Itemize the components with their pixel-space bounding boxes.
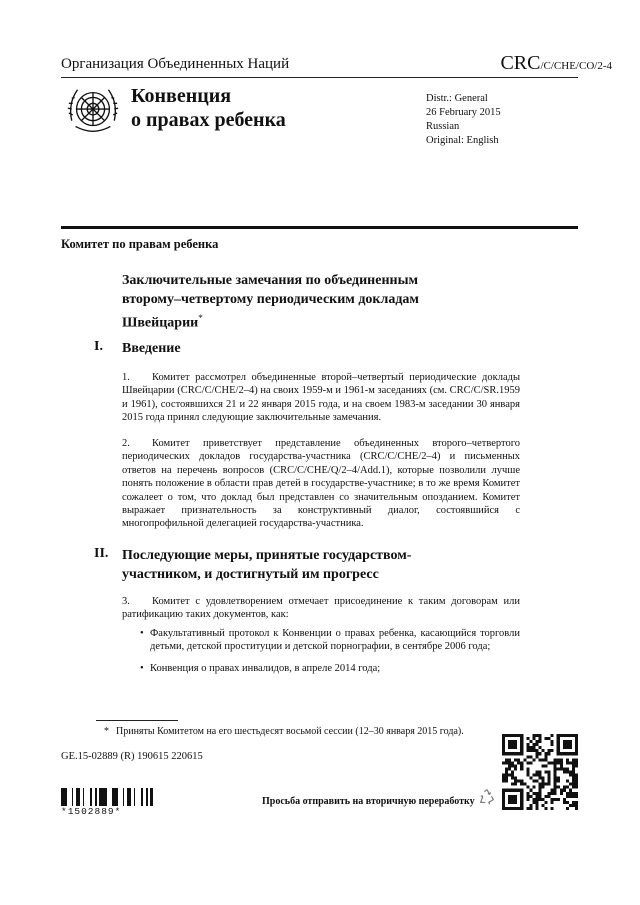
- document-title-line2: второму–четвертому периодическим докладам: [122, 292, 419, 307]
- section-title: [122, 546, 502, 584]
- section-number: II.: [94, 546, 109, 561]
- distribution-block: [426, 92, 501, 148]
- footnote-reference: *: [198, 313, 203, 323]
- organization-name: Организация Объединенных Наций: [61, 56, 290, 72]
- language-line: Russian: [426, 121, 460, 132]
- paragraph: [122, 371, 520, 425]
- barcode-text: *1502889*: [61, 806, 122, 817]
- paragraph-text: Комитет приветствует представление объединенных второго–четвертого периодических докладов государства-участника (CRC/C/CHE/2–4) и письменных ответов на перечень вопросов (CRC/C/CHE/Q/2–4/Add.1), которые позволили лучше понять положение в области прав детей в государстве-участнике; в то же время Комитет сожалеет о том, что доклад был представлен со значительным опозданием. Комитет выражает признательность за конструктивный диалог, состоявшийся с многопрофильной делегацией государства-участника.: [122, 438, 520, 530]
- section-title-line2: участником, и достигнутый им прогресс: [122, 567, 379, 582]
- date-line: 26 February 2015: [426, 107, 501, 118]
- paragraph-number: 1.: [122, 372, 130, 383]
- document-title-line1: Заключительные замечания по объединенным: [122, 273, 419, 288]
- original-language-line: Original: English: [426, 135, 499, 146]
- footnote-separator: [96, 720, 178, 721]
- bullet-list: [140, 627, 520, 683]
- committee-name: Комитет по правам ребенка: [61, 237, 219, 251]
- distribution-line: Distr.: General: [426, 93, 488, 104]
- footnote-mark: *: [104, 726, 109, 737]
- footnote-text: Приняты Комитетом на его шестьдесят восьмой сессии (12–30 января 2015 года).: [116, 726, 464, 737]
- title-divider: [61, 226, 578, 229]
- recycle-notice: Просьба отправить на вторичную переработку: [262, 796, 475, 807]
- paragraph: [122, 595, 520, 622]
- job-number: GE.15-02889 (R) 190615 220615: [61, 751, 203, 762]
- symbol-suffix: /C/CHE/CO/2-4: [540, 60, 612, 72]
- paragraph-number: 2.: [122, 438, 130, 449]
- list-item: • Конвенция о правах инвалидов, в апреле 2014 года;: [140, 662, 520, 675]
- qr-code-icon: [502, 734, 578, 810]
- convention-title-line2: о правах ребенка: [131, 109, 286, 131]
- symbol-main: CRC: [500, 52, 541, 74]
- convention-title: [131, 84, 286, 132]
- document-title: [122, 271, 522, 333]
- section-title-line1: Последующие меры, принятые государством-: [122, 548, 412, 563]
- footnote: [104, 726, 464, 737]
- document-title-line3: Швейцарии: [122, 315, 199, 331]
- recycle-icon: [478, 788, 496, 806]
- paragraph: [122, 437, 520, 531]
- paragraph-text: Комитет с удовлетворением отмечает присоединение к таким договорам или ратификацию таких документов, как:: [122, 596, 520, 621]
- section-title: Введение: [122, 341, 181, 356]
- section-number: I.: [94, 339, 103, 354]
- barcode-icon: [61, 788, 153, 806]
- header-divider: [61, 77, 578, 78]
- document-symbol: [500, 52, 612, 75]
- list-item: • Факультативный протокол к Конвенции о правах ребенка, касающийся торговли детьми, детской проституции и детской порнографии, в сентябре 2006 года;: [140, 627, 520, 654]
- paragraph-number: 3.: [122, 596, 130, 607]
- un-emblem-icon: [64, 82, 122, 140]
- paragraph-text: Комитет рассмотрел объединенные второй–четвертый периодические доклады Швейцарии (CRC/C/CHE/2–4) на своих 1959-м и 1961-м заседаниях (см. CRC/C/SR.1959 и 1961), состоявшихся 21 и 22 января 2015 года, и на своем 1983-м заседании 30 января 2015 года принял следующие заключительные замечания.: [122, 372, 520, 424]
- convention-title-line1: Конвенция: [131, 85, 232, 107]
